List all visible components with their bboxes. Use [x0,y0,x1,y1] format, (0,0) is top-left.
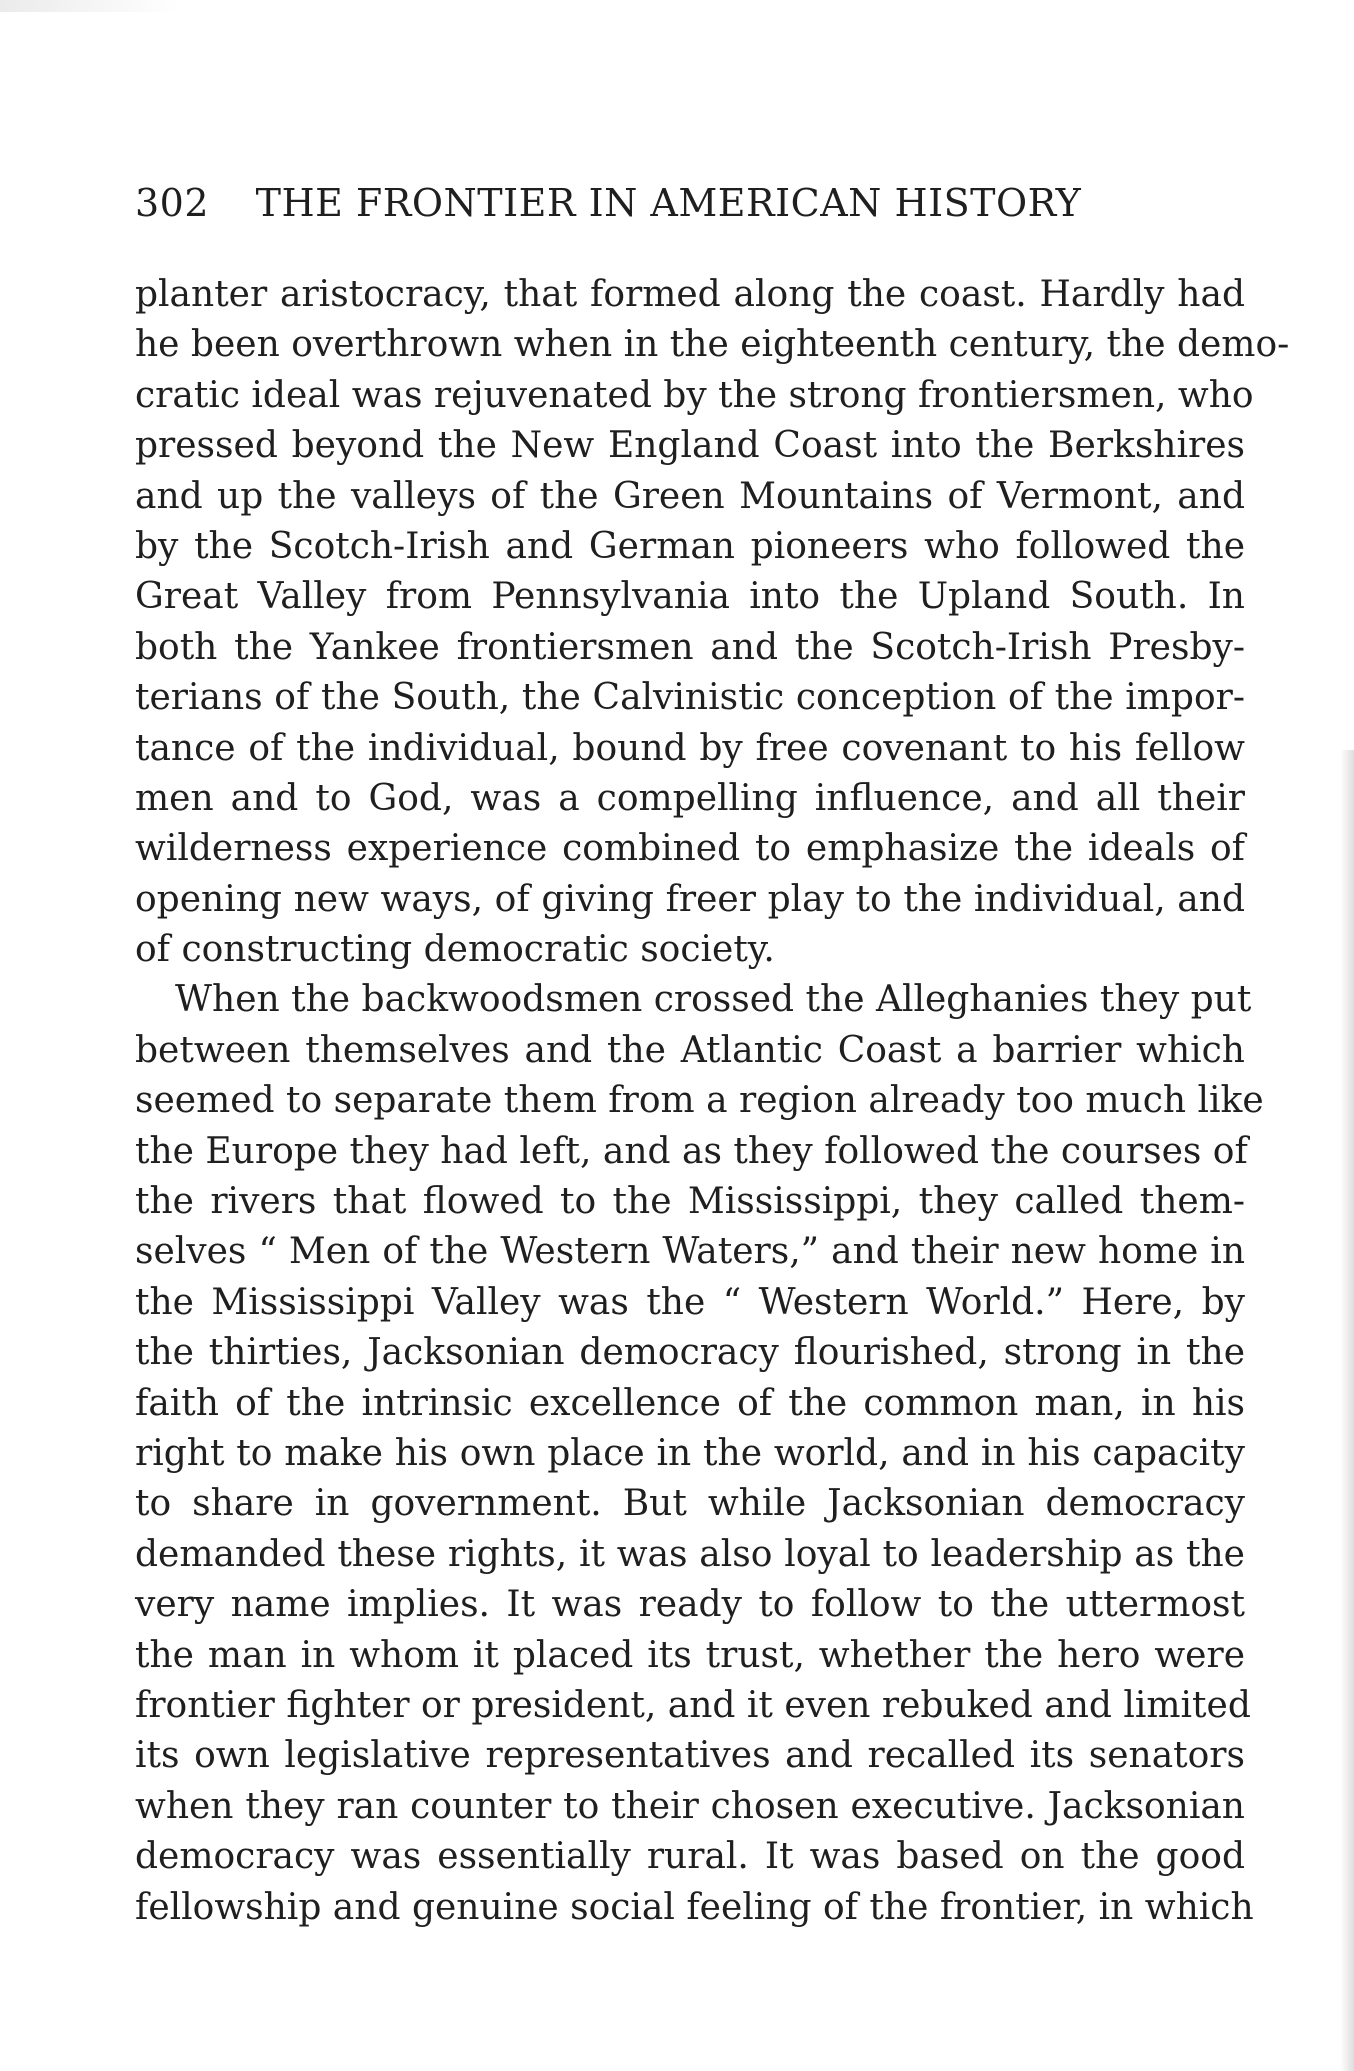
text-line: the man in whom it placed its trust, whether the hero were [135,1634,1245,1676]
page-edge-shadow [1340,750,1354,2071]
page-number: 302 [135,181,210,225]
text-line: men and to God, was a compelling influence, and all their [135,777,1245,819]
scan-edge-mark [0,0,180,12]
text-line: its own legislative representatives and recalled its senators [135,1735,1245,1777]
text-line: opening new ways, of giving freer play to the individual, and [135,878,1245,920]
text-line: faith of the intrinsic excellence of the common man, in his [135,1382,1245,1424]
text-line: Great Valley from Pennsylvania into the Upland South. In [135,576,1245,618]
text-line: terians of the South, the Calvinistic conception of the impor- [135,677,1245,719]
text-line: tance of the individual, bound by free covenant to his fellow [135,727,1245,769]
running-head: THE FRONTIER IN AMERICAN HISTORY [255,181,1082,225]
paragraph-start-line: When the backwoodsmen crossed the Alleghanies they put [175,979,1252,1021]
text-line: frontier fighter or president, and it even rebuked and limited [135,1684,1251,1726]
text-line: demanded these rights, it was also loyal to leadership as the [135,1533,1245,1575]
text-line: very name implies. It was ready to follow to the uttermost [135,1584,1245,1626]
text-line: the rivers that flowed to the Mississippi, they called them- [135,1181,1245,1223]
text-line: cratic ideal was rejuvenated by the strong frontiersmen, who [135,374,1254,416]
text-line: between themselves and the Atlantic Coast a barrier which [135,1029,1245,1071]
text-line: and up the valleys of the Green Mountains of Vermont, and [135,475,1245,517]
text-line: fellowship and genuine social feeling of the frontier, in which [135,1886,1254,1928]
text-line: selves “ Men of the Western Waters,” and their new home in [135,1231,1245,1273]
paragraph-end-line: of constructing democratic society. [135,929,775,971]
page-header [135,177,1245,229]
text-line: planter aristocracy, that formed along the coast. Hardly had [135,274,1245,315]
text-line: the Europe they had left, and as they followed the courses of [135,1130,1248,1172]
text-line: both the Yankee frontiersmen and the Scotch-Irish Presby- [135,626,1245,668]
text-line: he been overthrown when in the eighteenth century, the demo- [135,324,1290,366]
text-line: wilderness experience combined to emphasize the ideals of [135,828,1245,870]
text-line: when they ran counter to their chosen executive. Jacksonian [135,1785,1245,1827]
text-line: the thirties, Jacksonian democracy flourished, strong in the [135,1332,1245,1374]
text-line: the Mississippi Valley was the “ Western World.” Here, by [135,1281,1245,1323]
text-line: democracy was essentially rural. It was based on the good [135,1836,1245,1878]
text-line: pressed beyond the New England Coast into the Berkshires [135,425,1245,467]
text-line: right to make his own place in the world, and in his capacity [135,1432,1245,1474]
text-line: by the Scotch-Irish and German pioneers who followed the [135,525,1245,567]
text-line: seemed to separate them from a region already too much like [135,1080,1264,1122]
text-line: to share in government. But while Jacksonian democracy [135,1483,1245,1525]
body-text [135,270,1290,1933]
